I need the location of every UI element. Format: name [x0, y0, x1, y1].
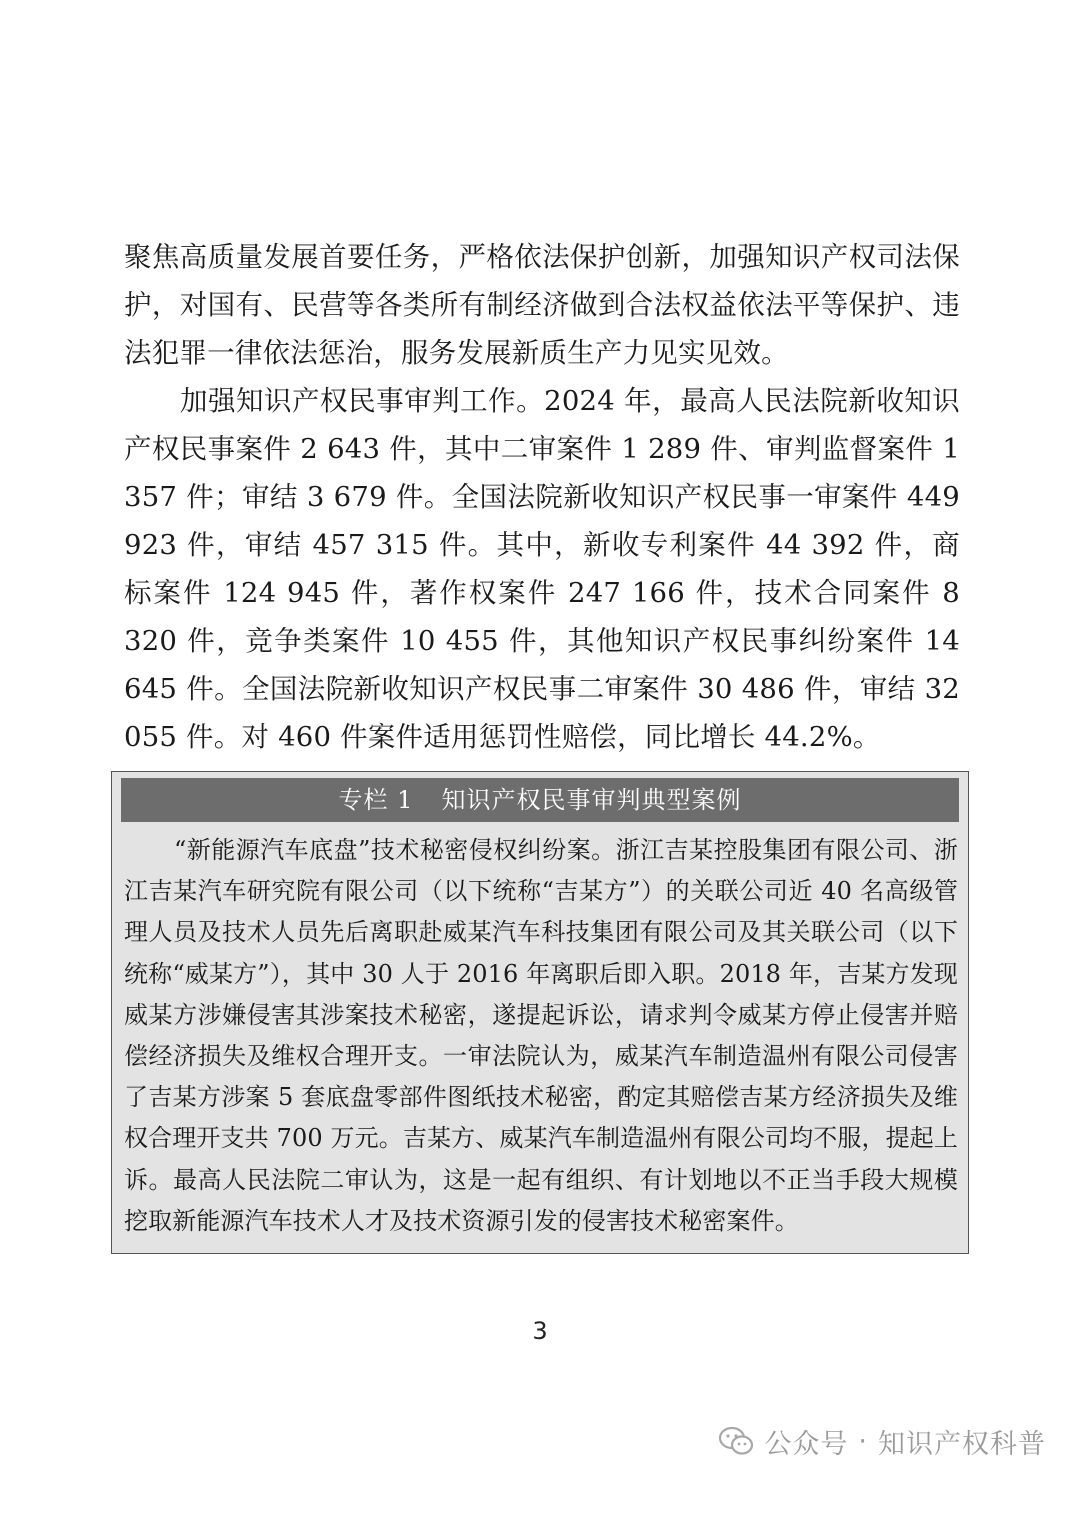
column-header — [121, 778, 959, 822]
watermark-prefix: 公众号 — [764, 1428, 849, 1460]
column-title: 知识产权民事审判典型案例 — [441, 786, 742, 814]
column-label: 专栏 1 — [338, 786, 414, 814]
body-paragraph: 加强知识产权民事审判工作。2024 年，最高人民法院新收知识产权民事案件 2 643 件，其中二审案件 1 289 件、审判监督案件 1 357 件；审结 3 679 件。全国法院新收知识产权民事一审案件 449 923 件，审结 457 315 件。其中，新收专利案件 44 392 件，商标案件 124 945 件，著作权案件 247 166 件，技术合同案件 8 320 件，竞争类案件 10 455 件，其他知识产权民事纠纷案件 14 645 件。全国法院新收知识产权民事二审案件 30 486 件，审结 32 055 件。对 460 件案件适用惩罚性赔偿，同比增长 44.2%。 — [124, 385, 960, 753]
watermark-account: 知识产权科普 — [878, 1428, 1046, 1460]
wechat-icon — [718, 1426, 754, 1456]
body-paragraph: 聚焦高质量发展首要任务，严格依法保护创新，加强知识产权司法保护，对国有、民营等各类所有制经济做到合法权益依法平等保护、违法犯罪一律依法惩治，服务发展新质生产力见实见效。 — [124, 241, 960, 369]
body-text — [124, 233, 960, 761]
page-number: 3 — [532, 1317, 548, 1345]
column-body — [124, 830, 958, 1242]
feature-column-box — [111, 771, 969, 1254]
watermark — [718, 1421, 1046, 1461]
watermark-separator: · — [858, 1425, 868, 1457]
column-paragraph: “新能源汽车底盘”技术秘密侵权纠纷案。浙江吉某控股集团有限公司、浙江吉某汽车研究院有限公司（以下统称“吉某方”）的关联公司近 40 名高级管理人员及技术人员先后离职赴威某汽车科技集团有限公司及其关联公司（以下统称“威某方”），其中 30 人于 2016 年离职后即入职。2018 年，吉某方发现威某方涉嫌侵害其涉案技术秘密，遂提起诉讼，请求判令威某方停止侵害并赔偿经济损失及维权合理开支。一审法院认为，威某汽车制造温州有限公司侵害了吉某方涉案 5 套底盘零部件图纸技术秘密，酌定其赔偿吉某方经济损失及维权合理开支共 700 万元。吉某方、威某汽车制造温州有限公司均不服，提起上诉。最高人民法院二审认为，这是一起有组织、有计划地以不正当手段大规模挖取新能源汽车技术人才及技术资源引发的侵害技术秘密案件。 — [124, 836, 958, 1235]
